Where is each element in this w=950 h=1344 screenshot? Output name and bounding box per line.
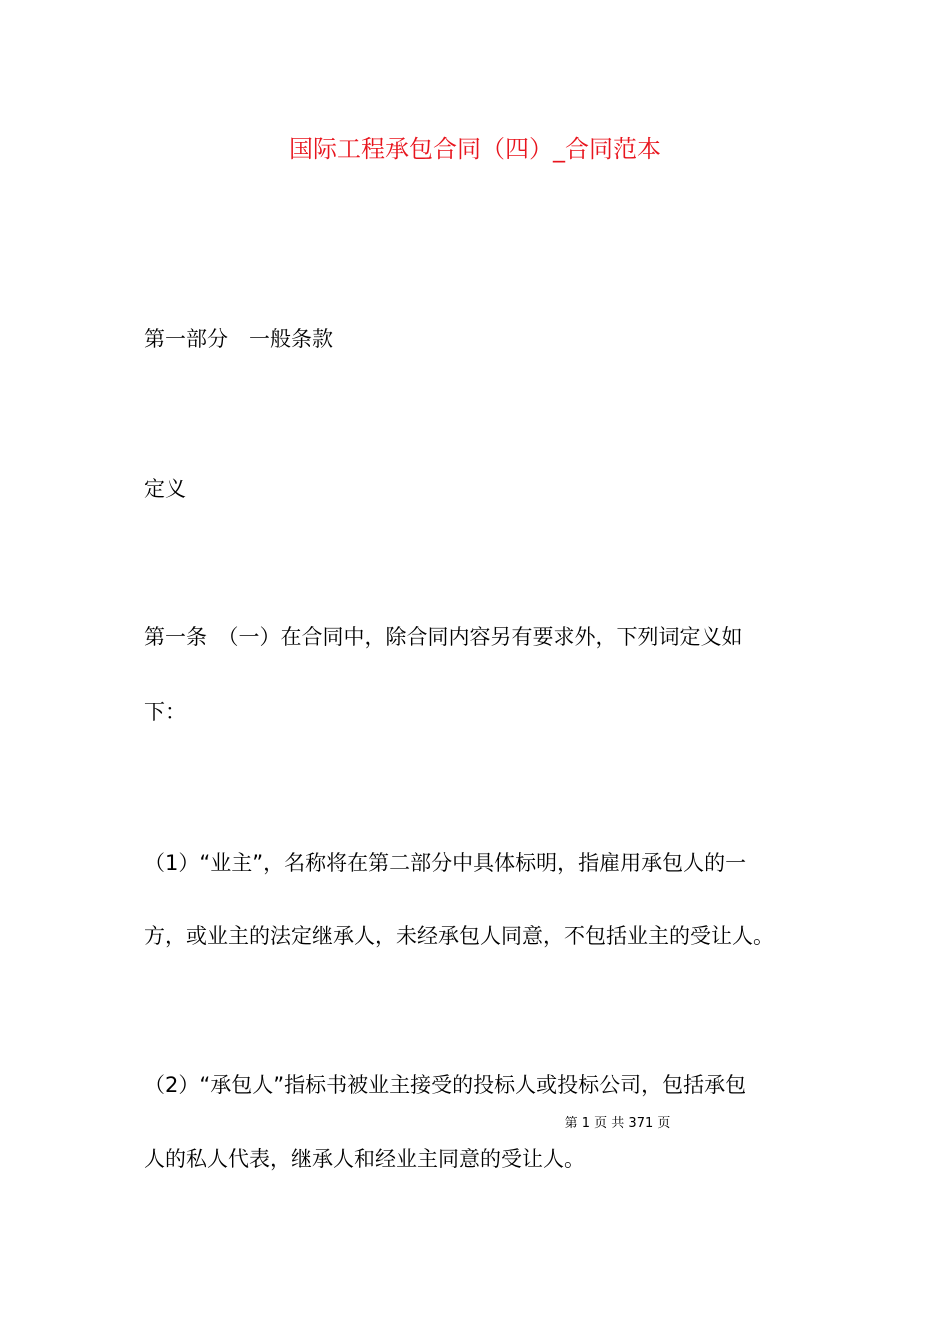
article-1-line-1: 第一条 （一）在合同中，除合同内容另有要求外，下列词定义如 bbox=[144, 625, 743, 649]
item-2-line-1: （2）“承包人”指标书被业主接受的投标人或投标公司，包括承包 bbox=[144, 1073, 747, 1097]
section-heading: 定义 bbox=[144, 477, 186, 501]
item-2-line-2: 人的私人代表，继承人和经业主同意的受让人。 bbox=[144, 1147, 585, 1171]
item-1-line-2: 方，或业主的法定继承人，未经承包人同意，不包括业主的受让人。 bbox=[144, 924, 774, 948]
page-number: 第 1 页 共 371 页 bbox=[564, 1116, 671, 1131]
article-1-line-2: 下： bbox=[144, 700, 186, 724]
part-heading: 第一部分 一般条款 bbox=[144, 327, 333, 351]
document-title: 国际工程承包合同（四）_合同范本 bbox=[289, 135, 661, 163]
item-1-line-1: （1）“业主”，名称将在第二部分中具体标明，指雇用承包人的一 bbox=[144, 851, 747, 875]
